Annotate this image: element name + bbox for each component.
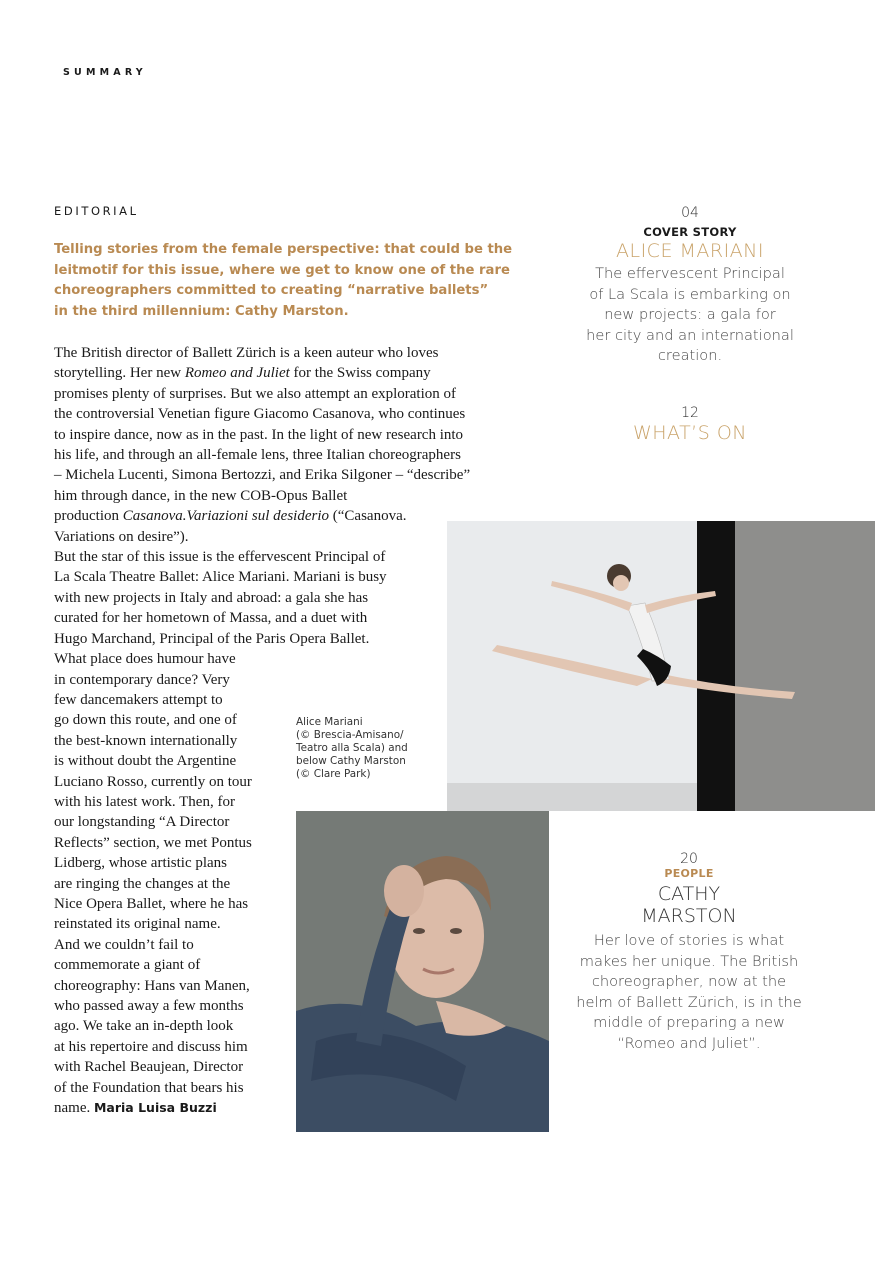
story-blurb: Her love of stories is what makes her unique. The British choreographer, now at the helm of Ballett Zürich, is in the middle of preparing a new “Romeo and Juliet”.	[576, 932, 802, 1052]
section-kicker: PEOPLE	[664, 867, 714, 880]
lead-line: choreographers committed to creating “narrative ballets”	[54, 283, 489, 298]
lead-line: in the third millennium: Cathy Marston.	[54, 303, 349, 319]
section-label: SUMMARY	[63, 67, 147, 78]
contents-whats-on[interactable]	[570, 405, 810, 444]
body-line: choreography: Hans van Manen,	[54, 977, 250, 994]
body-line: him through dance, in the new COB-Opus Ballet	[54, 487, 348, 504]
editorial-heading: EDITORIAL	[54, 204, 139, 218]
body-line: with his latest work. Then, for	[54, 793, 235, 810]
body-line: Lidberg, whose artistic plans	[54, 855, 228, 872]
body-line: with Rachel Beaujean, Director	[54, 1059, 244, 1076]
page-number: 04	[681, 205, 699, 221]
body-line: of the Foundation that bears his	[54, 1079, 244, 1096]
contents-cover-story[interactable]	[570, 205, 810, 367]
body-line: go down this route, and one of	[54, 712, 237, 729]
photo-cathy-marston	[296, 811, 549, 1132]
body-line: The British director of Ballett Zürich is a keen auteur who loves	[54, 345, 439, 361]
body-line: Reflects” section, we met Pontus	[54, 834, 252, 851]
body-line: is without doubt the Argentine	[54, 753, 237, 770]
title-romeo-juliet: Romeo and Juliet	[184, 365, 290, 382]
body-line: What place does humour have	[54, 651, 236, 668]
body-line: reinstated its original name.	[54, 916, 221, 933]
lead-line: leitmotif for this issue, where we get to know one of the rare	[54, 262, 510, 278]
body-line: name. Maria Luisa Buzzi	[54, 1100, 217, 1117]
body-line: production Casanova.Variazioni sul desiderio (“Casanova.	[54, 508, 407, 525]
body-line: ago. We take an in-depth look	[54, 1018, 234, 1035]
contents-people[interactable]	[560, 851, 818, 1055]
body-line: curated for her hometown of Massa, and a duet with	[54, 610, 368, 627]
page-number: 12	[681, 405, 699, 421]
body-line: – Michela Lucenti, Simona Bertozzi, and Erika Silgoner – “describe”	[54, 467, 471, 484]
body-line: few dancemakers attempt to	[54, 691, 223, 708]
dancer-illustration	[447, 521, 875, 811]
story-title: ALICE MARIANI	[615, 240, 764, 262]
body-line: the best-known internationally	[54, 732, 238, 749]
body-line: And we couldn’t fail to	[54, 936, 194, 953]
photo-alice-mariani	[447, 521, 875, 811]
lead-line: Telling stories from the female perspective: that could be the	[54, 242, 513, 257]
body-line: Variations on desire”).	[54, 528, 189, 545]
body-line: Nice Opera Ballet, where he has	[54, 895, 249, 912]
body-line: Hugo Marchand, Principal of the Paris Opera Ballet.	[54, 630, 370, 647]
body-line: storytelling. Her new Romeo and Juliet for the Swiss company	[54, 365, 431, 382]
portrait-illustration	[296, 811, 549, 1132]
body-line: in contemporary dance? Very	[54, 671, 230, 688]
section-kicker: COVER STORY	[643, 225, 737, 239]
page-number: 20	[680, 851, 698, 867]
title-casanova: Casanova.Variazioni sul desiderio	[122, 508, 330, 525]
story-blurb: The effervescent Principal of La Scala is embarking on new projects: a gala for her city and an international creation.	[586, 265, 794, 365]
story-title: CATHY MARSTON	[641, 883, 737, 927]
body-line: the controversial Venetian figure Giacomo Casanova, who continues	[54, 406, 466, 423]
body-line: to inspire dance, now as in the past. In the light of new research into	[54, 426, 464, 443]
body-line: who passed away a few months	[54, 998, 244, 1014]
body-line: promises plenty of surprises. But we also attempt an exploration of	[54, 385, 457, 402]
body-line: at his repertoire and discuss him	[54, 1038, 248, 1055]
body-line: his life, and through an all-female lens, three Italian choreographers	[54, 447, 461, 464]
body-line: But the star of this issue is the effervescent Principal of	[54, 549, 386, 566]
body-line: are ringing the changes at the	[54, 875, 231, 892]
body-line: our longstanding “A Director	[54, 814, 230, 831]
story-title: WHAT’S ON	[632, 422, 747, 444]
body-line: Luciano Rosso, currently on tour	[54, 773, 252, 790]
body-line: with new projects in Italy and abroad: a gala she has	[54, 589, 369, 606]
photo-caption: Alice Mariani (© Brescia-Amisano/ Teatro alla Scala) and below Cathy Marston (© Clare Park)	[296, 716, 408, 780]
body-line: La Scala Theatre Ballet: Alice Mariani. Mariani is busy	[54, 569, 387, 586]
body-line: commemorate a giant of	[54, 957, 201, 974]
author-signature: Maria Luisa Buzzi	[93, 1100, 217, 1116]
editorial-lead	[54, 240, 513, 322]
